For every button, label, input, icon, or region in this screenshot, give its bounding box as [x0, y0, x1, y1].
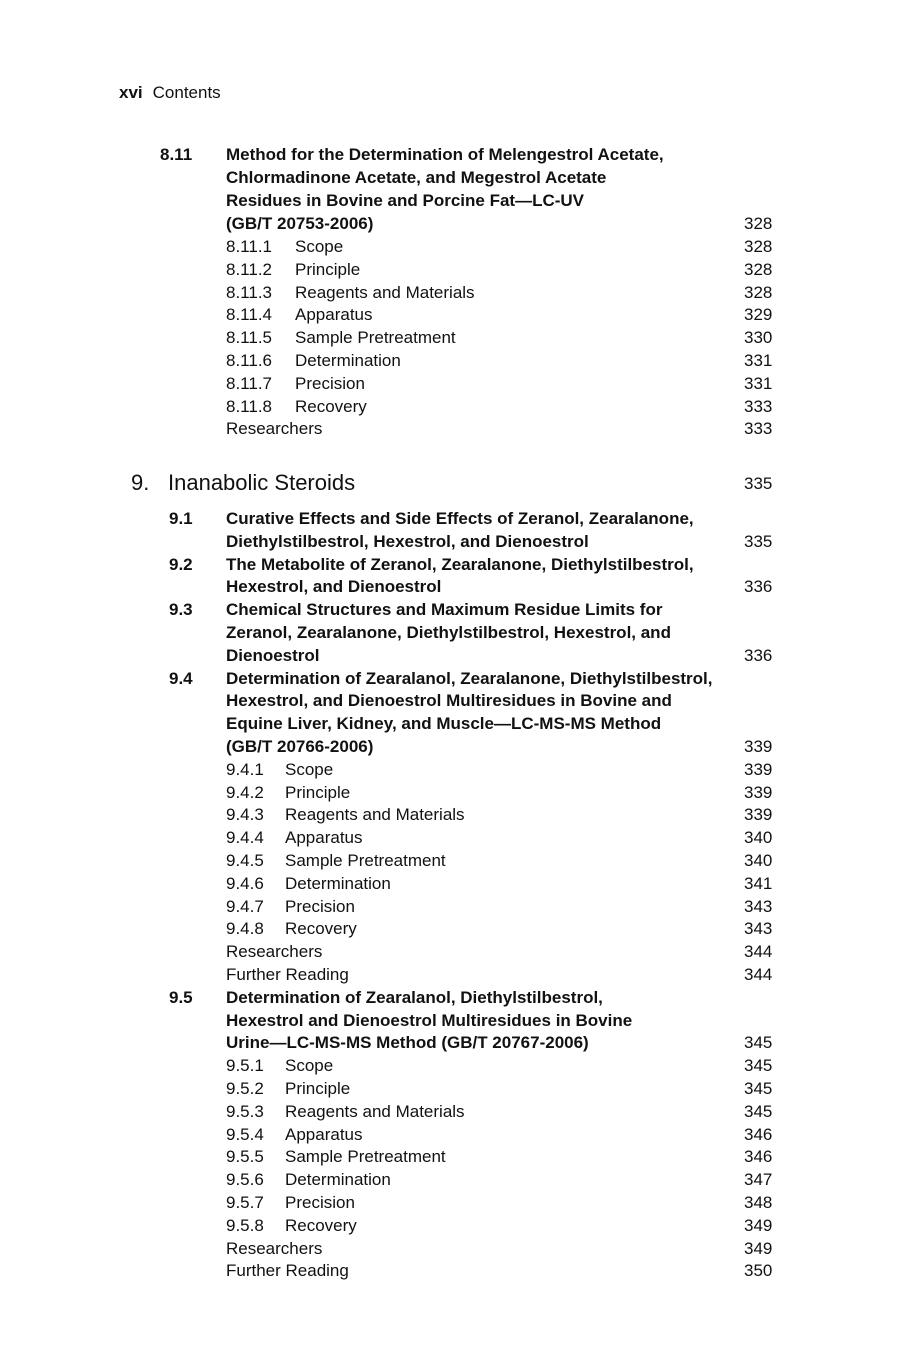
page-number: 339	[744, 759, 773, 779]
section-number: 9.4	[169, 668, 193, 688]
subsection-title: Reagents and Materials	[295, 282, 475, 302]
page-number: 345	[744, 1033, 773, 1053]
subsection-title: Determination	[295, 351, 401, 370]
subsection-number: 8.11.3	[226, 282, 273, 302]
page-number: 329	[744, 305, 773, 325]
subsection-number: 9.4.8	[226, 919, 264, 939]
page-number: 350	[744, 1261, 773, 1281]
subsection-title: Sample Pretreatment	[285, 851, 446, 870]
subsection-title: Apparatus	[295, 305, 373, 325]
page-number: 328	[744, 237, 773, 256]
section-number: 9.1	[169, 509, 193, 528]
section-title-line: Curative Effects and Side Effects of Zeranol, Zearalanone,	[226, 509, 694, 528]
chapter-page-number: 335	[744, 474, 773, 493]
chapter-number: 9.	[131, 470, 150, 495]
page-number: 339	[744, 737, 773, 756]
section-number-8-11: 8.11	[160, 145, 193, 164]
subsection-title: Determination	[285, 1170, 391, 1190]
section-title-line: (GB/T 20766-2006)	[226, 737, 374, 756]
subsection-number: 9.5.8	[226, 1215, 264, 1235]
section-number: 9.5	[169, 987, 193, 1007]
page-number: 340	[744, 828, 773, 848]
subsection-number: 9.4.1	[226, 759, 264, 779]
section-number: 9.3	[169, 600, 193, 620]
section-number: 9.2	[169, 554, 193, 574]
subsection-title: Principle	[295, 259, 361, 279]
page-number: 331	[744, 373, 773, 393]
page-number: 343	[744, 919, 773, 939]
subsection-title: Sample Pretreatment	[285, 1147, 446, 1167]
section-title-line: Hexestrol, and Dienoestrol	[226, 577, 442, 597]
page-number: 343	[744, 896, 773, 916]
section-title-line: The Metabolite of Zeranol, Zearalanone, Diethylstilbestrol,	[226, 554, 694, 574]
researchers-entry: Researchers	[226, 419, 323, 439]
subsection-number: 9.4.7	[226, 896, 264, 916]
subsection-title: Recovery	[285, 919, 357, 939]
section-title-line: Chemical Structures and Maximum Residue Limits for	[226, 600, 663, 620]
further-reading-entry: Further Reading	[226, 1261, 349, 1281]
page-number: 348	[744, 1193, 773, 1212]
subsection-number: 9.5.7	[226, 1193, 264, 1212]
page-number: 345	[744, 1056, 773, 1076]
subsection-number: 9.5.3	[226, 1101, 264, 1121]
page-number: 339	[744, 805, 773, 825]
subsection-title: Scope	[285, 759, 334, 779]
section-title-line: Hexestrol, and Dienoestrol Multiresidues in Bovine and	[226, 691, 672, 711]
page-number: 345	[744, 1101, 773, 1121]
page-number: 335	[744, 531, 773, 551]
subsection-title: Precision	[285, 896, 355, 916]
subsection-number: 8.11.2	[226, 259, 273, 279]
subsection-number: 9.5.1	[226, 1056, 264, 1076]
researchers-entry: Researchers	[226, 1238, 323, 1258]
subsection-number: 9.4.4	[226, 828, 264, 848]
section-title-line: Chlormadinone Acetate, and Megestrol Acetate	[226, 168, 607, 187]
researchers-entry: Researchers	[226, 942, 323, 962]
page-number: 333	[744, 396, 773, 416]
page-number: 330	[744, 328, 773, 348]
subsection-title: Apparatus	[285, 1124, 363, 1144]
subsection-title: Determination	[285, 873, 391, 893]
subsection-title: Recovery	[295, 396, 367, 416]
section-title-line: Determination of Zearalanol, Diethylstilbestrol,	[226, 987, 603, 1007]
subsection-title: Sample Pretreatment	[295, 328, 456, 348]
section-title-line: Determination of Zearalanol, Zearalanone, Diethylstilbestrol,	[226, 668, 713, 688]
running-header	[119, 82, 221, 104]
running-title: Contents	[152, 83, 221, 102]
section-title-line: Urine—LC-MS-MS Method (GB/T 20767-2006)	[226, 1033, 589, 1053]
page-number: 336	[744, 577, 773, 597]
page-number: 331	[744, 351, 773, 370]
subsection-number: 9.5.6	[226, 1170, 264, 1190]
page-number: 344	[744, 965, 773, 984]
page-number: 333	[744, 419, 773, 439]
section-title-line: Zeranol, Zearalanone, Diethylstilbestrol, Hexestrol, and	[226, 623, 671, 642]
page-number: 345	[744, 1079, 773, 1098]
section-title-line: (GB/T 20753-2006)	[226, 214, 374, 233]
page-number: 349	[744, 1215, 773, 1235]
section-title-line: Dienoestrol	[226, 645, 320, 665]
page-number: 340	[744, 851, 773, 870]
subsection-title: Precision	[285, 1193, 355, 1212]
section-title-line: Residues in Bovine and Porcine Fat—LC-UV	[226, 191, 585, 210]
page-number: 336	[744, 645, 773, 665]
section-title-line: Hexestrol and Dienoestrol Multiresidues in Bovine	[226, 1010, 633, 1030]
page-number: 328	[744, 214, 773, 233]
subsection-number: 9.4.6	[226, 873, 264, 893]
subsection-number: 8.11.5	[226, 328, 273, 348]
subsection-title: Scope	[295, 237, 344, 256]
chapter-title: Inanabolic Steroids	[168, 470, 356, 495]
further-reading-entry: Further Reading	[226, 965, 349, 984]
subsection-number: 8.11.7	[226, 373, 273, 393]
subsection-number: 9.4.2	[226, 782, 264, 802]
subsection-number: 9.4.5	[226, 851, 264, 870]
subsection-number: 8.11.4	[226, 305, 273, 325]
subsection-number: 9.5.4	[226, 1124, 264, 1144]
subsection-number: 8.11.6	[226, 351, 273, 370]
subsection-number: 9.5.2	[226, 1079, 264, 1098]
section-title-line: Method for the Determination of Melengestrol Acetate,	[226, 145, 664, 164]
subsection-title: Principle	[285, 782, 351, 802]
subsection-number: 8.11.1	[226, 237, 273, 256]
page-number: 346	[744, 1147, 773, 1167]
subsection-number: 8.11.8	[226, 396, 273, 416]
subsection-title: Reagents and Materials	[285, 805, 465, 825]
page-number: 349	[744, 1238, 773, 1258]
page-number: 339	[744, 782, 773, 802]
page-number: 341	[744, 873, 773, 893]
page-number: 328	[744, 259, 773, 279]
page-label: xvi	[119, 83, 143, 102]
page-number: 346	[744, 1124, 773, 1144]
subsection-number: 9.4.3	[226, 805, 264, 825]
page-number: 344	[744, 942, 773, 962]
section-title-line: Diethylstilbestrol, Hexestrol, and Dienoestrol	[226, 531, 589, 551]
subsection-title: Reagents and Materials	[285, 1101, 465, 1121]
subsection-title: Precision	[295, 373, 365, 393]
page-number: 347	[744, 1170, 773, 1190]
page-number: 328	[744, 282, 773, 302]
subsection-title: Principle	[285, 1079, 351, 1098]
section-title-line: Equine Liver, Kidney, and Muscle—LC-MS-MS Method	[226, 714, 662, 734]
subsection-title: Scope	[285, 1056, 334, 1076]
subsection-title: Apparatus	[285, 828, 363, 848]
subsection-number: 9.5.5	[226, 1147, 264, 1167]
subsection-title: Recovery	[285, 1215, 357, 1235]
